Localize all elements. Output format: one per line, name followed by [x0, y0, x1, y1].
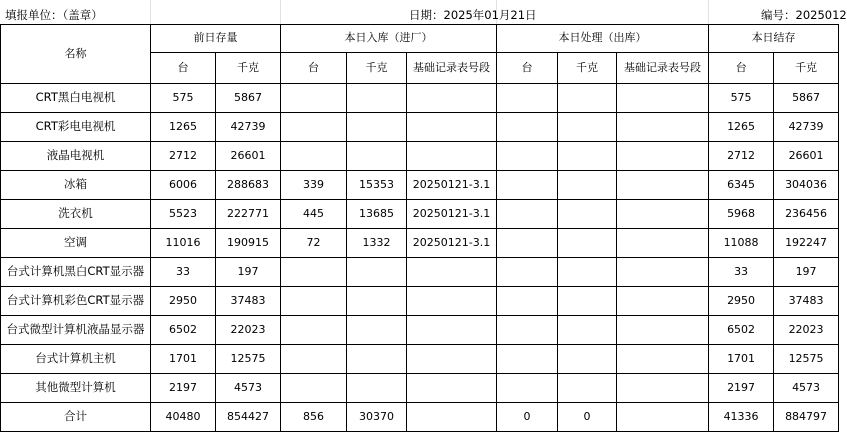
cell-in-count[interactable]: [281, 258, 347, 287]
cell-in-kg[interactable]: 15353: [347, 171, 407, 200]
cell-name[interactable]: 洗衣机: [1, 200, 151, 229]
cell-prev-count[interactable]: 2197: [151, 374, 216, 403]
cell-end-kg[interactable]: 192247: [774, 229, 839, 258]
cell-in-kg[interactable]: [347, 287, 407, 316]
cell-end-count[interactable]: 2197: [709, 374, 774, 403]
cell-prev-kg[interactable]: 26601: [216, 142, 281, 171]
cell-in-record[interactable]: 20250121-3.1: [407, 171, 497, 200]
cell-prev-kg[interactable]: 37483: [216, 287, 281, 316]
cell-out-record[interactable]: [617, 403, 709, 432]
table-row: [1, 345, 839, 374]
cell-out-kg[interactable]: [558, 258, 617, 287]
subheader-count[interactable]: 台: [709, 53, 774, 84]
cell-in-count[interactable]: 72: [281, 229, 347, 258]
cell-out-record[interactable]: [617, 171, 709, 200]
cell-prev-count[interactable]: 1701: [151, 345, 216, 374]
subheader-kg[interactable]: 千克: [558, 53, 617, 84]
cell-end-kg[interactable]: 884797: [774, 403, 839, 432]
gridline: [708, 0, 709, 24]
cell-in-record[interactable]: 20250121-3.1: [407, 229, 497, 258]
code-label[interactable]: 编号：2025012: [761, 8, 847, 22]
cell-in-kg[interactable]: [347, 84, 407, 113]
gridline: [150, 0, 151, 24]
cell-prev-count[interactable]: 575: [151, 84, 216, 113]
cell-end-count[interactable]: 1701: [709, 345, 774, 374]
cell-out-count[interactable]: [497, 374, 558, 403]
cell-end-count[interactable]: 33: [709, 258, 774, 287]
cell-name[interactable]: 台式微型计算机液晶显示器: [1, 316, 151, 345]
cell-prev-count[interactable]: 33: [151, 258, 216, 287]
cell-out-kg[interactable]: [558, 229, 617, 258]
cell-end-kg[interactable]: 42739: [774, 113, 839, 142]
cell-out-count[interactable]: [497, 258, 558, 287]
report-header: [0, 0, 847, 24]
table-row: [1, 287, 839, 316]
subheader-count[interactable]: 台: [497, 53, 558, 84]
cell-prev-kg[interactable]: 5867: [216, 84, 281, 113]
date-label[interactable]: 日期：2025年01月21日: [409, 8, 537, 22]
cell-prev-kg[interactable]: 4573: [216, 374, 281, 403]
cell-prev-kg[interactable]: 42739: [216, 113, 281, 142]
subheader-kg[interactable]: 千克: [347, 53, 407, 84]
table-row: [1, 171, 839, 200]
cell-prev-count[interactable]: 1265: [151, 113, 216, 142]
cell-name[interactable]: 台式计算机主机: [1, 345, 151, 374]
cell-in-kg[interactable]: [347, 316, 407, 345]
cell-end-count[interactable]: 2712: [709, 142, 774, 171]
cell-out-count[interactable]: [497, 316, 558, 345]
cell-name[interactable]: 冰箱: [1, 171, 151, 200]
cell-prev-count[interactable]: 11016: [151, 229, 216, 258]
cell-out-record[interactable]: [617, 229, 709, 258]
cell-out-record[interactable]: [617, 200, 709, 229]
unit-label[interactable]: 填报单位：（盖章）: [5, 8, 103, 22]
cell-in-record[interactable]: [407, 142, 497, 171]
cell-prev-count[interactable]: 5523: [151, 200, 216, 229]
cell-end-count[interactable]: 6502: [709, 316, 774, 345]
table-row: [1, 113, 839, 142]
cell-out-kg[interactable]: [558, 287, 617, 316]
subheader-record[interactable]: 基础记录表号段: [407, 53, 497, 84]
cell-out-kg[interactable]: [558, 374, 617, 403]
cell-end-kg[interactable]: 22023: [774, 316, 839, 345]
cell-out-record[interactable]: [617, 258, 709, 287]
cell-end-kg[interactable]: 5867: [774, 84, 839, 113]
cell-in-record[interactable]: [407, 84, 497, 113]
cell-out-count[interactable]: [497, 200, 558, 229]
cell-out-record[interactable]: [617, 287, 709, 316]
cell-out-count[interactable]: [497, 142, 558, 171]
cell-name[interactable]: 空调: [1, 229, 151, 258]
cell-prev-count[interactable]: 6006: [151, 171, 216, 200]
cell-in-record[interactable]: [407, 374, 497, 403]
cell-out-record[interactable]: [617, 113, 709, 142]
cell-name[interactable]: 其他微型计算机: [1, 374, 151, 403]
cell-out-count[interactable]: [497, 171, 558, 200]
table-row: [1, 316, 839, 345]
cell-out-record[interactable]: [617, 316, 709, 345]
cell-in-kg[interactable]: 30370: [347, 403, 407, 432]
cell-out-record[interactable]: [617, 374, 709, 403]
cell-end-kg[interactable]: 12575: [774, 345, 839, 374]
cell-in-kg[interactable]: [347, 258, 407, 287]
cell-prev-kg[interactable]: 288683: [216, 171, 281, 200]
cell-out-record[interactable]: [617, 142, 709, 171]
cell-out-kg[interactable]: [558, 142, 617, 171]
cell-out-count[interactable]: [497, 345, 558, 374]
cell-in-kg[interactable]: [347, 345, 407, 374]
cell-in-record[interactable]: [407, 258, 497, 287]
cell-in-count[interactable]: 339: [281, 171, 347, 200]
cell-prev-kg[interactable]: 190915: [216, 229, 281, 258]
cell-end-count[interactable]: 5968: [709, 200, 774, 229]
subheader-count[interactable]: 台: [151, 53, 216, 84]
subheader-count[interactable]: 台: [281, 53, 347, 84]
cell-in-kg[interactable]: [347, 374, 407, 403]
cell-in-count[interactable]: [281, 142, 347, 171]
gridline: [280, 0, 281, 24]
table-row: [1, 142, 839, 171]
cell-end-kg[interactable]: 37483: [774, 287, 839, 316]
cell-prev-count[interactable]: 2712: [151, 142, 216, 171]
cell-out-count[interactable]: [497, 84, 558, 113]
cell-end-count[interactable]: 1265: [709, 113, 774, 142]
cell-end-count[interactable]: 6345: [709, 171, 774, 200]
cell-out-kg[interactable]: [558, 113, 617, 142]
cell-out-kg[interactable]: [558, 84, 617, 113]
cell-prev-kg[interactable]: 854427: [216, 403, 281, 432]
cell-out-kg[interactable]: [558, 200, 617, 229]
cell-out-count[interactable]: [497, 113, 558, 142]
header-prev-stock[interactable]: 前日存量: [151, 25, 281, 53]
cell-in-count[interactable]: [281, 84, 347, 113]
table-row: [1, 374, 839, 403]
cell-in-count[interactable]: [281, 374, 347, 403]
cell-in-record[interactable]: [407, 403, 497, 432]
header-stock-in[interactable]: 本日入库（进厂）: [281, 25, 497, 53]
cell-prev-kg[interactable]: 222771: [216, 200, 281, 229]
cell-out-kg[interactable]: [558, 171, 617, 200]
cell-in-count[interactable]: [281, 287, 347, 316]
cell-prev-count[interactable]: 2950: [151, 287, 216, 316]
cell-in-count[interactable]: [281, 113, 347, 142]
cell-name[interactable]: CRT彩电电视机: [1, 113, 151, 142]
cell-prev-kg[interactable]: 12575: [216, 345, 281, 374]
cell-in-record[interactable]: [407, 287, 497, 316]
cell-end-kg[interactable]: 304036: [774, 171, 839, 200]
cell-in-record[interactable]: [407, 345, 497, 374]
header-name[interactable]: 名称: [1, 25, 151, 84]
cell-end-kg[interactable]: 4573: [774, 374, 839, 403]
cell-end-count[interactable]: 11088: [709, 229, 774, 258]
cell-in-count[interactable]: [281, 316, 347, 345]
cell-end-kg[interactable]: 236456: [774, 200, 839, 229]
cell-prev-count[interactable]: 40480: [151, 403, 216, 432]
cell-out-record[interactable]: [617, 84, 709, 113]
cell-prev-kg[interactable]: 22023: [216, 316, 281, 345]
cell-out-count[interactable]: [497, 287, 558, 316]
cell-out-kg[interactable]: [558, 316, 617, 345]
cell-out-record[interactable]: [617, 345, 709, 374]
table-body: [1, 84, 839, 432]
subheader-record[interactable]: 基础记录表号段: [617, 53, 709, 84]
cell-in-kg[interactable]: 1332: [347, 229, 407, 258]
cell-in-count[interactable]: [281, 345, 347, 374]
cell-in-kg[interactable]: [347, 113, 407, 142]
cell-in-record[interactable]: [407, 316, 497, 345]
cell-name[interactable]: 液晶电视机: [1, 142, 151, 171]
cell-end-kg[interactable]: 197: [774, 258, 839, 287]
cell-end-count[interactable]: 575: [709, 84, 774, 113]
header-end-stock[interactable]: 本日结存: [709, 25, 839, 53]
subheader-kg[interactable]: 千克: [774, 53, 839, 84]
cell-name[interactable]: CRT黑白电视机: [1, 84, 151, 113]
cell-name[interactable]: 合计: [1, 403, 151, 432]
subheader-kg[interactable]: 千克: [216, 53, 281, 84]
cell-out-kg[interactable]: [558, 345, 617, 374]
cell-in-count[interactable]: 856: [281, 403, 347, 432]
cell-end-count[interactable]: 2950: [709, 287, 774, 316]
cell-out-kg[interactable]: 0: [558, 403, 617, 432]
table-row: [1, 258, 839, 287]
cell-out-count[interactable]: [497, 229, 558, 258]
cell-end-count[interactable]: 41336: [709, 403, 774, 432]
table-row: [1, 84, 839, 113]
cell-in-kg[interactable]: [347, 142, 407, 171]
cell-end-kg[interactable]: 26601: [774, 142, 839, 171]
cell-prev-kg[interactable]: 197: [216, 258, 281, 287]
table-row: [1, 200, 839, 229]
cell-out-count[interactable]: 0: [497, 403, 558, 432]
cell-in-record[interactable]: [407, 113, 497, 142]
cell-name[interactable]: 台式计算机黑白CRT显示器: [1, 258, 151, 287]
cell-in-kg[interactable]: 13685: [347, 200, 407, 229]
table-row: [1, 229, 839, 258]
table-row: [1, 403, 839, 432]
cell-in-count[interactable]: 445: [281, 200, 347, 229]
inventory-table: [0, 24, 839, 432]
cell-name[interactable]: 台式计算机彩色CRT显示器: [1, 287, 151, 316]
cell-in-record[interactable]: 20250121-3.1: [407, 200, 497, 229]
cell-prev-count[interactable]: 6502: [151, 316, 216, 345]
header-stock-out[interactable]: 本日处理（出库）: [497, 25, 709, 53]
